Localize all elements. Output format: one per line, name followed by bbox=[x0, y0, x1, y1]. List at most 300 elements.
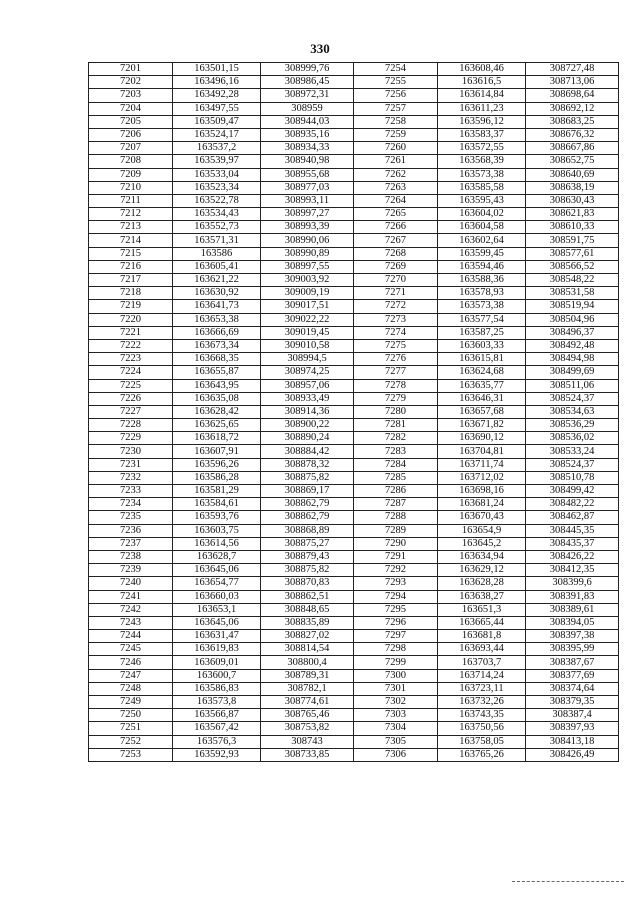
x-coordinate-cell: 163628,42 bbox=[173, 405, 261, 418]
x-coordinate-cell: 163588,36 bbox=[438, 274, 526, 287]
point-number-cell: 7274 bbox=[354, 326, 438, 339]
y-coordinate-cell: 308993,39 bbox=[261, 221, 354, 234]
x-coordinate-cell: 163618,72 bbox=[173, 432, 261, 445]
table-row bbox=[89, 379, 619, 392]
y-coordinate-cell: 308940,98 bbox=[261, 155, 354, 168]
x-coordinate-cell: 163603,33 bbox=[438, 339, 526, 352]
x-coordinate-cell: 163566,87 bbox=[173, 709, 261, 722]
point-number-cell: 7257 bbox=[354, 102, 438, 115]
y-coordinate-cell: 308377,69 bbox=[526, 669, 619, 682]
y-coordinate-cell: 308536,29 bbox=[526, 419, 619, 432]
y-coordinate-cell: 308827,02 bbox=[261, 630, 354, 643]
x-coordinate-cell: 163594,46 bbox=[438, 260, 526, 273]
table-row bbox=[89, 696, 619, 709]
x-coordinate-cell: 163608,46 bbox=[438, 63, 526, 76]
point-number-cell: 7238 bbox=[89, 550, 173, 563]
point-number-cell: 7250 bbox=[89, 709, 173, 722]
footer-rule bbox=[512, 881, 624, 882]
table-row bbox=[89, 669, 619, 682]
table-row bbox=[89, 537, 619, 550]
x-coordinate-cell: 163698,16 bbox=[438, 485, 526, 498]
y-coordinate-cell: 308862,79 bbox=[261, 498, 354, 511]
table-row bbox=[89, 366, 619, 379]
x-coordinate-cell: 163643,95 bbox=[173, 379, 261, 392]
point-number-cell: 7254 bbox=[354, 63, 438, 76]
y-coordinate-cell: 308934,33 bbox=[261, 142, 354, 155]
y-coordinate-cell: 308990,89 bbox=[261, 247, 354, 260]
y-coordinate-cell: 308727,48 bbox=[526, 63, 619, 76]
x-coordinate-cell: 163615,81 bbox=[438, 353, 526, 366]
x-coordinate-cell: 163655,87 bbox=[173, 366, 261, 379]
point-number-cell: 7243 bbox=[89, 616, 173, 629]
table-row bbox=[89, 247, 619, 260]
table-row bbox=[89, 287, 619, 300]
x-coordinate-cell: 163599,45 bbox=[438, 247, 526, 260]
point-number-cell: 7281 bbox=[354, 419, 438, 432]
y-coordinate-cell: 308914,36 bbox=[261, 405, 354, 418]
y-coordinate-cell: 308835,89 bbox=[261, 616, 354, 629]
x-coordinate-cell: 163681,8 bbox=[438, 630, 526, 643]
point-number-cell: 7229 bbox=[89, 432, 173, 445]
x-coordinate-cell: 163665,44 bbox=[438, 616, 526, 629]
y-coordinate-cell: 308610,33 bbox=[526, 221, 619, 234]
x-coordinate-cell: 163634,94 bbox=[438, 550, 526, 563]
y-coordinate-cell: 308800,4 bbox=[261, 656, 354, 669]
table-row bbox=[89, 63, 619, 76]
point-number-cell: 7213 bbox=[89, 221, 173, 234]
y-coordinate-cell: 308935,16 bbox=[261, 128, 354, 141]
y-coordinate-cell: 308435,37 bbox=[526, 537, 619, 550]
x-coordinate-cell: 163586,28 bbox=[173, 471, 261, 484]
x-coordinate-cell: 163712,02 bbox=[438, 471, 526, 484]
x-coordinate-cell: 163609,01 bbox=[173, 656, 261, 669]
point-number-cell: 7296 bbox=[354, 616, 438, 629]
point-number-cell: 7290 bbox=[354, 537, 438, 550]
y-coordinate-cell: 308875,27 bbox=[261, 537, 354, 550]
y-coordinate-cell: 308445,35 bbox=[526, 524, 619, 537]
point-number-cell: 7293 bbox=[354, 577, 438, 590]
table-row bbox=[89, 326, 619, 339]
point-number-cell: 7216 bbox=[89, 260, 173, 273]
x-coordinate-cell: 163552,73 bbox=[173, 221, 261, 234]
y-coordinate-cell: 308413,18 bbox=[526, 735, 619, 748]
table-row bbox=[89, 722, 619, 735]
x-coordinate-cell: 163668,35 bbox=[173, 353, 261, 366]
x-coordinate-cell: 163653,38 bbox=[173, 313, 261, 326]
point-number-cell: 7304 bbox=[354, 722, 438, 735]
x-coordinate-cell: 163624,68 bbox=[438, 366, 526, 379]
point-number-cell: 7239 bbox=[89, 564, 173, 577]
x-coordinate-cell: 163653,1 bbox=[173, 603, 261, 616]
table-row bbox=[89, 735, 619, 748]
point-number-cell: 7207 bbox=[89, 142, 173, 155]
point-number-cell: 7262 bbox=[354, 168, 438, 181]
point-number-cell: 7248 bbox=[89, 682, 173, 695]
x-coordinate-cell: 163635,77 bbox=[438, 379, 526, 392]
x-coordinate-cell: 163670,43 bbox=[438, 511, 526, 524]
table-row bbox=[89, 524, 619, 537]
x-coordinate-cell: 163614,84 bbox=[438, 89, 526, 102]
x-coordinate-cell: 163578,93 bbox=[438, 287, 526, 300]
y-coordinate-cell: 308743 bbox=[261, 735, 354, 748]
point-number-cell: 7236 bbox=[89, 524, 173, 537]
x-coordinate-cell: 163496,16 bbox=[173, 76, 261, 89]
point-number-cell: 7306 bbox=[354, 748, 438, 761]
y-coordinate-cell: 308638,19 bbox=[526, 181, 619, 194]
x-coordinate-cell: 163743,35 bbox=[438, 709, 526, 722]
x-coordinate-cell: 163660,03 bbox=[173, 590, 261, 603]
table-row bbox=[89, 221, 619, 234]
x-coordinate-cell: 163567,42 bbox=[173, 722, 261, 735]
point-number-cell: 7282 bbox=[354, 432, 438, 445]
table-row bbox=[89, 485, 619, 498]
x-coordinate-cell: 163758,05 bbox=[438, 735, 526, 748]
y-coordinate-cell: 308387,67 bbox=[526, 656, 619, 669]
y-coordinate-cell: 308848,65 bbox=[261, 603, 354, 616]
point-number-cell: 7227 bbox=[89, 405, 173, 418]
table-row bbox=[89, 168, 619, 181]
x-coordinate-cell: 163611,23 bbox=[438, 102, 526, 115]
table-row bbox=[89, 76, 619, 89]
x-coordinate-cell: 163533,04 bbox=[173, 168, 261, 181]
x-coordinate-cell: 163600,7 bbox=[173, 669, 261, 682]
y-coordinate-cell: 308397,38 bbox=[526, 630, 619, 643]
table-row bbox=[89, 313, 619, 326]
point-number-cell: 7285 bbox=[354, 471, 438, 484]
x-coordinate-cell: 163619,83 bbox=[173, 643, 261, 656]
y-coordinate-cell: 309010,58 bbox=[261, 339, 354, 352]
point-number-cell: 7256 bbox=[354, 89, 438, 102]
x-coordinate-cell: 163681,24 bbox=[438, 498, 526, 511]
point-number-cell: 7231 bbox=[89, 458, 173, 471]
y-coordinate-cell: 308536,02 bbox=[526, 432, 619, 445]
point-number-cell: 7223 bbox=[89, 353, 173, 366]
x-coordinate-cell: 163703,7 bbox=[438, 656, 526, 669]
y-coordinate-cell: 308482,22 bbox=[526, 498, 619, 511]
y-coordinate-cell: 308713,06 bbox=[526, 76, 619, 89]
point-number-cell: 7270 bbox=[354, 274, 438, 287]
y-coordinate-cell: 308492,48 bbox=[526, 339, 619, 352]
y-coordinate-cell: 308774,61 bbox=[261, 696, 354, 709]
y-coordinate-cell: 308974,25 bbox=[261, 366, 354, 379]
x-coordinate-cell: 163573,38 bbox=[438, 300, 526, 313]
y-coordinate-cell: 308462,87 bbox=[526, 511, 619, 524]
y-coordinate-cell: 308959 bbox=[261, 102, 354, 115]
table-row bbox=[89, 656, 619, 669]
table-row bbox=[89, 709, 619, 722]
point-number-cell: 7286 bbox=[354, 485, 438, 498]
point-number-cell: 7219 bbox=[89, 300, 173, 313]
y-coordinate-cell: 308499,42 bbox=[526, 485, 619, 498]
point-number-cell: 7261 bbox=[354, 155, 438, 168]
point-number-cell: 7297 bbox=[354, 630, 438, 643]
y-coordinate-cell: 308993,11 bbox=[261, 194, 354, 207]
point-number-cell: 7259 bbox=[354, 128, 438, 141]
x-coordinate-cell: 163723,11 bbox=[438, 682, 526, 695]
point-number-cell: 7205 bbox=[89, 115, 173, 128]
y-coordinate-cell: 308531,58 bbox=[526, 287, 619, 300]
x-coordinate-cell: 163596,26 bbox=[173, 458, 261, 471]
point-number-cell: 7279 bbox=[354, 392, 438, 405]
x-coordinate-cell: 163576,3 bbox=[173, 735, 261, 748]
x-coordinate-cell: 163604,58 bbox=[438, 221, 526, 234]
table-row bbox=[89, 643, 619, 656]
y-coordinate-cell: 308499,69 bbox=[526, 366, 619, 379]
x-coordinate-cell: 163646,31 bbox=[438, 392, 526, 405]
point-number-cell: 7289 bbox=[354, 524, 438, 537]
table-row bbox=[89, 181, 619, 194]
table-row bbox=[89, 432, 619, 445]
x-coordinate-cell: 163571,31 bbox=[173, 234, 261, 247]
table-row bbox=[89, 511, 619, 524]
point-number-cell: 7303 bbox=[354, 709, 438, 722]
point-number-cell: 7273 bbox=[354, 313, 438, 326]
x-coordinate-cell: 163645,2 bbox=[438, 537, 526, 550]
x-coordinate-cell: 163602,64 bbox=[438, 234, 526, 247]
x-coordinate-cell: 163654,77 bbox=[173, 577, 261, 590]
table-row bbox=[89, 353, 619, 366]
x-coordinate-cell: 163572,55 bbox=[438, 142, 526, 155]
table-row bbox=[89, 89, 619, 102]
table-row bbox=[89, 498, 619, 511]
y-coordinate-cell: 308640,69 bbox=[526, 168, 619, 181]
point-number-cell: 7211 bbox=[89, 194, 173, 207]
point-number-cell: 7208 bbox=[89, 155, 173, 168]
y-coordinate-cell: 308533,24 bbox=[526, 445, 619, 458]
table-row bbox=[89, 392, 619, 405]
point-number-cell: 7247 bbox=[89, 669, 173, 682]
x-coordinate-cell: 163537,2 bbox=[173, 142, 261, 155]
point-number-cell: 7295 bbox=[354, 603, 438, 616]
table-row bbox=[89, 458, 619, 471]
table-row bbox=[89, 234, 619, 247]
x-coordinate-cell: 163524,17 bbox=[173, 128, 261, 141]
x-coordinate-cell: 163704,81 bbox=[438, 445, 526, 458]
x-coordinate-cell: 163645,06 bbox=[173, 616, 261, 629]
table-row bbox=[89, 260, 619, 273]
x-coordinate-cell: 163614,56 bbox=[173, 537, 261, 550]
y-coordinate-cell: 308621,83 bbox=[526, 208, 619, 221]
y-coordinate-cell: 308524,37 bbox=[526, 458, 619, 471]
point-number-cell: 7215 bbox=[89, 247, 173, 260]
x-coordinate-cell: 163657,68 bbox=[438, 405, 526, 418]
point-number-cell: 7284 bbox=[354, 458, 438, 471]
x-coordinate-cell: 163631,47 bbox=[173, 630, 261, 643]
y-coordinate-cell: 308395,99 bbox=[526, 643, 619, 656]
table-row bbox=[89, 682, 619, 695]
y-coordinate-cell: 308789,31 bbox=[261, 669, 354, 682]
table-row bbox=[89, 405, 619, 418]
y-coordinate-cell: 308630,43 bbox=[526, 194, 619, 207]
y-coordinate-cell: 308955,68 bbox=[261, 168, 354, 181]
table-row bbox=[89, 142, 619, 155]
y-coordinate-cell: 308890,24 bbox=[261, 432, 354, 445]
y-coordinate-cell: 308676,32 bbox=[526, 128, 619, 141]
y-coordinate-cell: 308548,22 bbox=[526, 274, 619, 287]
y-coordinate-cell: 308591,75 bbox=[526, 234, 619, 247]
x-coordinate-cell: 163522,78 bbox=[173, 194, 261, 207]
y-coordinate-cell: 309009,19 bbox=[261, 287, 354, 300]
point-number-cell: 7222 bbox=[89, 339, 173, 352]
y-coordinate-cell: 308504,96 bbox=[526, 313, 619, 326]
point-number-cell: 7235 bbox=[89, 511, 173, 524]
y-coordinate-cell: 308494,98 bbox=[526, 353, 619, 366]
point-number-cell: 7214 bbox=[89, 234, 173, 247]
point-number-cell: 7209 bbox=[89, 168, 173, 181]
point-number-cell: 7266 bbox=[354, 221, 438, 234]
point-number-cell: 7249 bbox=[89, 696, 173, 709]
point-number-cell: 7264 bbox=[354, 194, 438, 207]
point-number-cell: 7206 bbox=[89, 128, 173, 141]
y-coordinate-cell: 308379,35 bbox=[526, 696, 619, 709]
x-coordinate-cell: 163645,06 bbox=[173, 564, 261, 577]
x-coordinate-cell: 163638,27 bbox=[438, 590, 526, 603]
point-number-cell: 7305 bbox=[354, 735, 438, 748]
y-coordinate-cell: 308510,78 bbox=[526, 471, 619, 484]
point-number-cell: 7276 bbox=[354, 353, 438, 366]
y-coordinate-cell: 308577,61 bbox=[526, 247, 619, 260]
x-coordinate-cell: 163492,28 bbox=[173, 89, 261, 102]
y-coordinate-cell: 308566,52 bbox=[526, 260, 619, 273]
y-coordinate-cell: 308692,12 bbox=[526, 102, 619, 115]
y-coordinate-cell: 308534,63 bbox=[526, 405, 619, 418]
x-coordinate-cell: 163628,28 bbox=[438, 577, 526, 590]
y-coordinate-cell: 308990,06 bbox=[261, 234, 354, 247]
point-number-cell: 7237 bbox=[89, 537, 173, 550]
point-number-cell: 7302 bbox=[354, 696, 438, 709]
x-coordinate-cell: 163750,56 bbox=[438, 722, 526, 735]
coordinates-table-body bbox=[89, 63, 619, 762]
table-row bbox=[89, 419, 619, 432]
y-coordinate-cell: 308986,45 bbox=[261, 76, 354, 89]
point-number-cell: 7288 bbox=[354, 511, 438, 524]
table-row bbox=[89, 300, 619, 313]
y-coordinate-cell: 308733,85 bbox=[261, 748, 354, 761]
page-number: 330 bbox=[310, 41, 330, 56]
point-number-cell: 7300 bbox=[354, 669, 438, 682]
x-coordinate-cell: 163595,43 bbox=[438, 194, 526, 207]
table-row bbox=[89, 115, 619, 128]
x-coordinate-cell: 163604,02 bbox=[438, 208, 526, 221]
point-number-cell: 7258 bbox=[354, 115, 438, 128]
x-coordinate-cell: 163607,91 bbox=[173, 445, 261, 458]
point-number-cell: 7217 bbox=[89, 274, 173, 287]
y-coordinate-cell: 308374,64 bbox=[526, 682, 619, 695]
x-coordinate-cell: 163593,76 bbox=[173, 511, 261, 524]
x-coordinate-cell: 163630,92 bbox=[173, 287, 261, 300]
y-coordinate-cell: 308944,03 bbox=[261, 115, 354, 128]
y-coordinate-cell: 309022,22 bbox=[261, 313, 354, 326]
point-number-cell: 7234 bbox=[89, 498, 173, 511]
point-number-cell: 7283 bbox=[354, 445, 438, 458]
x-coordinate-cell: 163534,43 bbox=[173, 208, 261, 221]
point-number-cell: 7221 bbox=[89, 326, 173, 339]
point-number-cell: 7212 bbox=[89, 208, 173, 221]
table-row bbox=[89, 471, 619, 484]
x-coordinate-cell: 163732,26 bbox=[438, 696, 526, 709]
table-row bbox=[89, 128, 619, 141]
table-row bbox=[89, 339, 619, 352]
x-coordinate-cell: 163654,9 bbox=[438, 524, 526, 537]
point-number-cell: 7251 bbox=[89, 722, 173, 735]
y-coordinate-cell: 308698,64 bbox=[526, 89, 619, 102]
x-coordinate-cell: 163635,08 bbox=[173, 392, 261, 405]
table-row bbox=[89, 564, 619, 577]
y-coordinate-cell: 308814,54 bbox=[261, 643, 354, 656]
point-number-cell: 7269 bbox=[354, 260, 438, 273]
y-coordinate-cell: 308426,49 bbox=[526, 748, 619, 761]
x-coordinate-cell: 163497,55 bbox=[173, 102, 261, 115]
point-number-cell: 7291 bbox=[354, 550, 438, 563]
point-number-cell: 7228 bbox=[89, 419, 173, 432]
y-coordinate-cell: 308389,61 bbox=[526, 603, 619, 616]
x-coordinate-cell: 163625,65 bbox=[173, 419, 261, 432]
x-coordinate-cell: 163628,7 bbox=[173, 550, 261, 563]
y-coordinate-cell: 308875,82 bbox=[261, 564, 354, 577]
y-coordinate-cell: 308933,49 bbox=[261, 392, 354, 405]
table-row bbox=[89, 577, 619, 590]
point-number-cell: 7255 bbox=[354, 76, 438, 89]
x-coordinate-cell: 163573,8 bbox=[173, 696, 261, 709]
y-coordinate-cell: 308765,46 bbox=[261, 709, 354, 722]
y-coordinate-cell: 308997,55 bbox=[261, 260, 354, 273]
x-coordinate-cell: 163583,37 bbox=[438, 128, 526, 141]
y-coordinate-cell: 308782,1 bbox=[261, 682, 354, 695]
x-coordinate-cell: 163651,3 bbox=[438, 603, 526, 616]
y-coordinate-cell: 308875,82 bbox=[261, 471, 354, 484]
x-coordinate-cell: 163539,97 bbox=[173, 155, 261, 168]
x-coordinate-cell: 163690,12 bbox=[438, 432, 526, 445]
x-coordinate-cell: 163585,58 bbox=[438, 181, 526, 194]
point-number-cell: 7272 bbox=[354, 300, 438, 313]
x-coordinate-cell: 163666,69 bbox=[173, 326, 261, 339]
x-coordinate-cell: 163671,82 bbox=[438, 419, 526, 432]
x-coordinate-cell: 163509,47 bbox=[173, 115, 261, 128]
x-coordinate-cell: 163523,34 bbox=[173, 181, 261, 194]
x-coordinate-cell: 163573,38 bbox=[438, 168, 526, 181]
point-number-cell: 7230 bbox=[89, 445, 173, 458]
y-coordinate-cell: 308519,94 bbox=[526, 300, 619, 313]
point-number-cell: 7225 bbox=[89, 379, 173, 392]
point-number-cell: 7220 bbox=[89, 313, 173, 326]
point-number-cell: 7268 bbox=[354, 247, 438, 260]
point-number-cell: 7280 bbox=[354, 405, 438, 418]
point-number-cell: 7299 bbox=[354, 656, 438, 669]
y-coordinate-cell: 308869,17 bbox=[261, 485, 354, 498]
x-coordinate-cell: 163587,25 bbox=[438, 326, 526, 339]
point-number-cell: 7210 bbox=[89, 181, 173, 194]
x-coordinate-cell: 163629,12 bbox=[438, 564, 526, 577]
point-number-cell: 7218 bbox=[89, 287, 173, 300]
point-number-cell: 7265 bbox=[354, 208, 438, 221]
x-coordinate-cell: 163501,15 bbox=[173, 63, 261, 76]
point-number-cell: 7241 bbox=[89, 590, 173, 603]
y-coordinate-cell: 308977,03 bbox=[261, 181, 354, 194]
y-coordinate-cell: 308412,35 bbox=[526, 564, 619, 577]
y-coordinate-cell: 308997,27 bbox=[261, 208, 354, 221]
y-coordinate-cell: 309017,51 bbox=[261, 300, 354, 313]
point-number-cell: 7224 bbox=[89, 366, 173, 379]
y-coordinate-cell: 308862,79 bbox=[261, 511, 354, 524]
table-row bbox=[89, 102, 619, 115]
table-row bbox=[89, 208, 619, 221]
point-number-cell: 7202 bbox=[89, 76, 173, 89]
point-number-cell: 7277 bbox=[354, 366, 438, 379]
point-number-cell: 7271 bbox=[354, 287, 438, 300]
point-number-cell: 7287 bbox=[354, 498, 438, 511]
point-number-cell: 7252 bbox=[89, 735, 173, 748]
y-coordinate-cell: 308972,31 bbox=[261, 89, 354, 102]
